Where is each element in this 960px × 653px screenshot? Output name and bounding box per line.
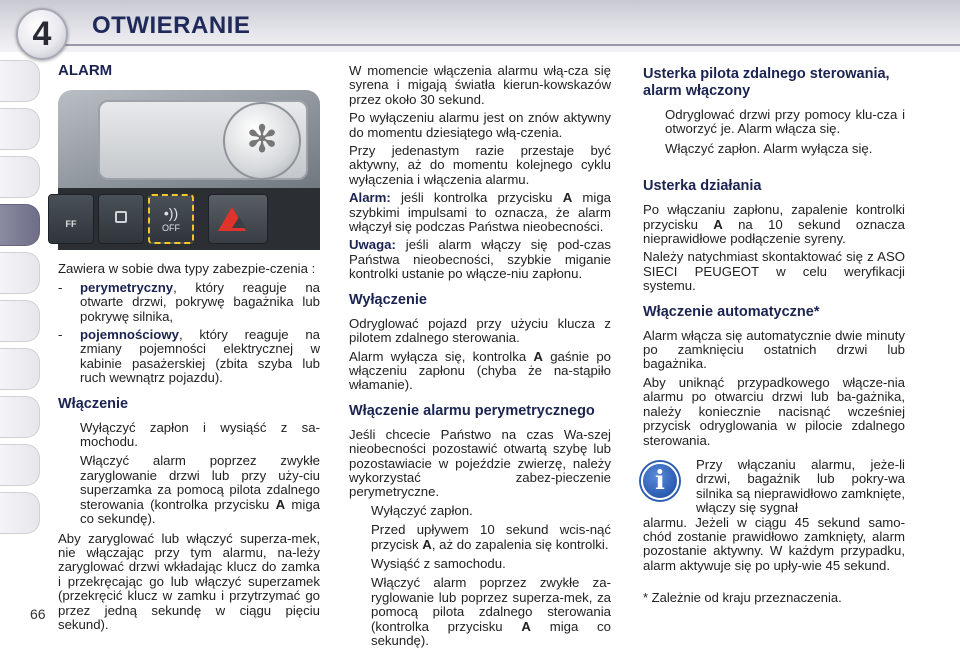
alarm-intro: Zawiera w sobie dwa typy zabezpie-czenia : xyxy=(58,261,316,277)
list-item: Włączyć alarm poprzez zwykłe zaryglowanie drzwi lub przy uży-ciu superzamka za pomocą pilota zdalnego sterowania (kontrolka przycisku A miga co sekundę). xyxy=(58,454,320,526)
section-title-alarm: ALARM xyxy=(58,62,113,79)
paragraph: Jeśli chcecie Państwo na czas Wa-szej nieobecności pozostawić otwartą szybę lub pozostawiacie w pojeździe zwierzę, należy wykorzystać zabez-pieczenie perymetryczne. xyxy=(349,426,611,500)
off-label: OFF xyxy=(162,222,180,233)
paragraph: Alarm włącza się automatycznie dwie minuty po zamknięciu ostatnich drzwi lub bagażnika. xyxy=(643,327,905,372)
column-right xyxy=(643,64,905,606)
chapter-title: OTWIERANIE xyxy=(92,12,251,39)
bullet-icon xyxy=(349,523,371,552)
list-item: Wysiąść z samochodu. xyxy=(349,557,611,571)
section-title-remote-fault: Usterka pilota zdalnego sterowania, alarm włączony xyxy=(643,66,890,99)
side-tab-4-active[interactable] xyxy=(0,204,40,246)
hazard-button xyxy=(208,194,268,244)
fan-icon: ✻ xyxy=(223,102,301,180)
side-tab-8[interactable] xyxy=(0,396,40,438)
side-tab-3[interactable] xyxy=(0,156,40,198)
bullet-icon xyxy=(349,576,371,648)
list-item: Wyłączyć zapłon i wysiąść z sa-mochodu. xyxy=(58,421,320,450)
section-title-deactivation: Wyłączenie xyxy=(349,291,427,308)
paragraph: Po wyłączeniu alarmu jest on znów aktywny do momentu dziesiątego włą-czenia. xyxy=(349,110,611,140)
paragraph: Alarm wyłącza się, kontrolka A gaśnie po włączeniu zapłonu (chyba że na-stąpiło włamanie). xyxy=(349,348,612,393)
paragraph: W momencie włączenia alarmu włą-cza się syrena i migają światła kierun-kowskazów przez około 30 sekund. xyxy=(349,63,611,107)
alarm-button-photo xyxy=(58,90,320,250)
bullet-icon xyxy=(643,142,665,156)
section-title-malfunction: Usterka działania xyxy=(643,178,762,195)
header-divider xyxy=(60,44,960,46)
column-middle xyxy=(349,64,611,653)
side-tab-10[interactable] xyxy=(0,492,40,534)
alarm-off-button xyxy=(148,194,194,244)
paragraph: Należy natychmiast skontaktować się z ASO SIECI PEUGEOT w celu weryfikacji systemu. xyxy=(643,249,905,294)
bullet-icon xyxy=(349,504,371,518)
info-icon: i xyxy=(641,462,679,500)
paragraph: Przy jedenastym razie przestaje być aktywny, aż do momentu kolejnego cyklu wyłączenia i włączenia alarmu. xyxy=(349,143,611,187)
bullet-icon xyxy=(349,557,371,571)
info-text-continued: alarmu. Jeżeli w ciągu 45 sekund samo-chód zostanie prawidłowo zamknięty, alarm pozostanie aktywny. W każdym przypadku, alarm aktywuje się po upły-wie 45 sekund. xyxy=(643,514,905,573)
column-left xyxy=(58,64,320,636)
info-text: Przy włączaniu alarmu, jeże-li drzwi, bagażnik lub pokry-wa silnika są nieprawidłowo zamknięte, włączy się sygnał xyxy=(696,456,905,516)
chapter-number-badge: 4 xyxy=(16,8,68,60)
side-tab-7[interactable] xyxy=(0,348,40,390)
info-box xyxy=(643,458,905,573)
warning-note: Uwaga: jeśli alarm włączy się pod-czas Państwa nieobecności, szybkie miganie kontrolki ustanie po włącze-niu zapłonu. xyxy=(349,237,611,282)
list-item: Wyłączyć zapłon. xyxy=(349,504,611,518)
bullet-icon xyxy=(643,108,665,137)
list-item: Odryglować drzwi przy pomocy klu-cza i otworzyć je. Alarm włącza się. xyxy=(643,108,905,137)
section-title-perimeter: Włączenie alarmu perymetrycznego xyxy=(349,402,595,419)
bullet-icon xyxy=(58,454,80,526)
chapter-side-tabs xyxy=(0,60,44,540)
section-title-activation: Włączenie xyxy=(58,395,129,412)
lock-icon xyxy=(115,211,127,223)
side-tab-2[interactable] xyxy=(0,108,40,150)
list-item: - perymetryczny, który reaguje na otwarte drzwi, pokrywę bagażnika lub pokrywę silnika, xyxy=(58,279,320,324)
central-lock-button xyxy=(98,194,144,244)
list-item: Włączyć alarm poprzez zwykłe za-ryglowanie lub poprzez superza-mek, za pomocą pilota zdalnego sterowania (kontrolka przycisku A miga co sekundę). xyxy=(349,576,611,648)
side-tab-5[interactable] xyxy=(0,252,40,294)
alarm-note: Alarm: jeśli kontrolka przycisku A miga szybkimi impulsami to oznacza, że alarm włączył się podczas Państwa nieobecności. xyxy=(349,190,612,235)
side-tab-6[interactable] xyxy=(0,300,40,342)
side-tab-1[interactable] xyxy=(0,60,40,102)
ff-button: FF xyxy=(48,194,94,244)
paragraph: Aby uniknąć przypadkowego włącze-nia alarmu po otwarciu drzwi lub ba-gażnika, należy koniecznie nacisnąć wcześniej przycisk odryglowania w pilocie zdalnego sterowania. xyxy=(643,374,905,448)
paragraph: Odryglować pojazd przy użyciu klucza z pilotem zdalnego sterowania. xyxy=(349,315,611,346)
list-item: - pojemnościowy, który reaguje na zmiany pojemności elektrycznej w kabinie pasażerskiej (zbita szyba lub ruch wewnątrz pojazdu). xyxy=(58,327,320,386)
list-item: Włączyć zapłon. Alarm wyłącza się. xyxy=(643,142,905,156)
list-item: Przed upływem 10 sekund wcis-nąć przycisk A, aż do zapalenia się kontrolki. xyxy=(349,523,611,552)
alarm-signal-icon: •)) xyxy=(163,205,179,222)
section-title-automatic: Włączenie automatyczne* xyxy=(643,303,820,320)
footnote: * Zależnie od kraju przeznaczenia. xyxy=(643,590,842,606)
page-number: 66 xyxy=(30,606,46,622)
side-tab-9[interactable] xyxy=(0,444,40,486)
paragraph: Po włączaniu zapłonu, zapalenie kontrolki przycisku A na 10 sekund oznacza nieprawidłowe podłączenie syreny. xyxy=(643,202,905,247)
deadlock-note: Aby zaryglować lub włączyć superza-mek, nie włączając przy tym alarmu, na-leży zaryglować drzwi wkładając klucz do zamka i przekręcając go lub włączyć superzamek (przekręcić klucz w zamku i przytrzymać go przez jedną sekundę w ciągu pięciu sekund). xyxy=(58,530,320,632)
bullet-icon xyxy=(58,421,80,450)
